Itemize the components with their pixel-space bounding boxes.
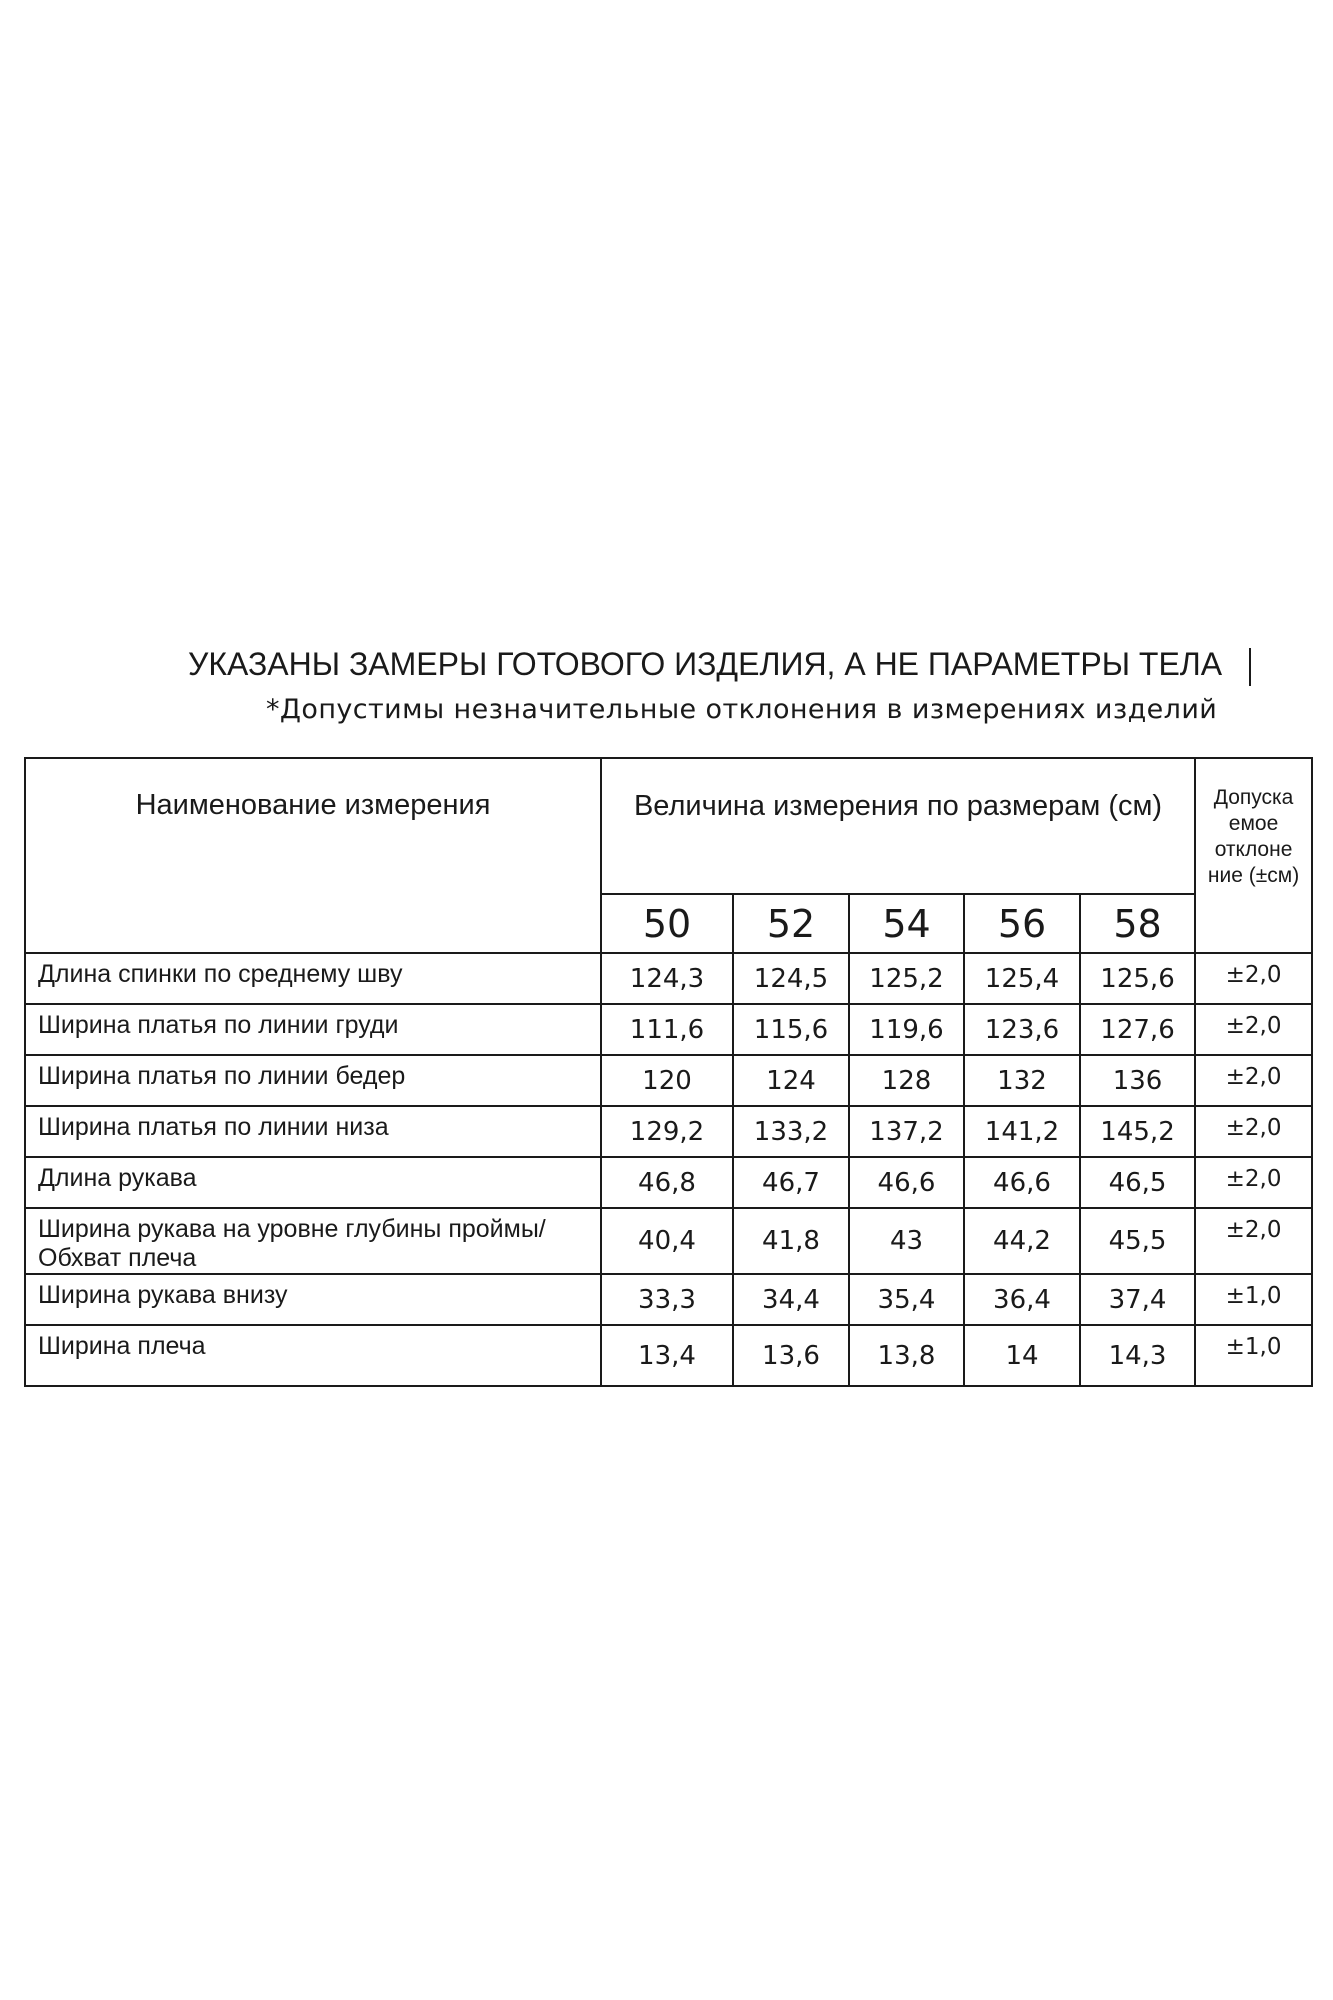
measurement-value-cell: 115,6 (733, 1004, 849, 1055)
measurement-value-cell: 129,2 (601, 1106, 733, 1157)
measurement-value-cell: 37,4 (1080, 1274, 1195, 1325)
measurement-value-cell: 14,3 (1080, 1325, 1195, 1386)
measurement-value-cell: 124,3 (601, 953, 733, 1004)
measurement-value-cell: 13,8 (849, 1325, 964, 1386)
measurement-value-cell: 125,6 (1080, 953, 1195, 1004)
tolerance-cell: ±2,0 (1195, 953, 1312, 1004)
measurement-value-cell: 36,4 (964, 1274, 1080, 1325)
tolerance-cell: ±2,0 (1195, 1055, 1312, 1106)
measurement-value-cell: 34,4 (733, 1274, 849, 1325)
measurement-value-cell: 136 (1080, 1055, 1195, 1106)
header-row (25, 758, 1312, 894)
table-row (25, 1274, 1312, 1325)
measurement-name-cell: Ширина платья по линии бедер (25, 1055, 601, 1106)
measurement-value-cell: 46,7 (733, 1157, 849, 1208)
measurement-value-cell: 137,2 (849, 1106, 964, 1157)
table-row (25, 1004, 1312, 1055)
measurement-value-cell: 46,8 (601, 1157, 733, 1208)
table-row (25, 1157, 1312, 1208)
measurement-value-cell: 125,4 (964, 953, 1080, 1004)
tolerance-cell: ±2,0 (1195, 1106, 1312, 1157)
table-row (25, 1208, 1312, 1274)
table-row (25, 1055, 1312, 1106)
measurement-value-cell: 141,2 (964, 1106, 1080, 1157)
measurement-value-cell: 124,5 (733, 953, 849, 1004)
tolerance-cell: ±2,0 (1195, 1208, 1312, 1274)
measurement-name-cell: Ширина рукава внизу (25, 1274, 601, 1325)
tolerance-cell: ±1,0 (1195, 1325, 1312, 1386)
tolerance-cell: ±2,0 (1195, 1004, 1312, 1055)
measurement-name-cell: Ширина платья по линии груди (25, 1004, 601, 1055)
page-subheading: *Допустимы незначительные отклонения в измерениях изделий (266, 694, 1218, 725)
tolerance-cell: ±2,0 (1195, 1157, 1312, 1208)
measurement-value-cell: 41,8 (733, 1208, 849, 1274)
measurement-name-cell: Длина рукава (25, 1157, 601, 1208)
measurement-value-cell: 46,5 (1080, 1157, 1195, 1208)
measurement-name-cell: Ширина платья по линии низа (25, 1106, 601, 1157)
page-heading: УКАЗАНЫ ЗАМЕРЫ ГОТОВОГО ИЗДЕЛИЯ, А НЕ ПАРАМЕТРЫ ТЕЛА (188, 646, 1223, 682)
table-row (25, 1106, 1312, 1157)
size-table-body (25, 758, 1312, 1386)
measurement-value-cell: 145,2 (1080, 1106, 1195, 1157)
size-header-cell: 50 (601, 894, 733, 953)
measurement-value-cell: 119,6 (849, 1004, 964, 1055)
measurement-value-cell: 120 (601, 1055, 733, 1106)
measurement-value-cell: 43 (849, 1208, 964, 1274)
text-cursor (1249, 648, 1251, 686)
measurement-value-cell: 123,6 (964, 1004, 1080, 1055)
table-row (25, 953, 1312, 1004)
measurement-value-cell: 33,3 (601, 1274, 733, 1325)
measurement-value-cell: 13,6 (733, 1325, 849, 1386)
measurement-value-cell: 35,4 (849, 1274, 964, 1325)
table-row (25, 1325, 1312, 1386)
measurement-value-cell: 127,6 (1080, 1004, 1195, 1055)
measurement-value-cell: 125,2 (849, 953, 964, 1004)
measurement-value-cell: 133,2 (733, 1106, 849, 1157)
size-header-cell: 54 (849, 894, 964, 953)
measurement-value-cell: 40,4 (601, 1208, 733, 1274)
size-header-cell: 58 (1080, 894, 1195, 953)
measurement-value-cell: 128 (849, 1055, 964, 1106)
measurement-value-cell: 45,5 (1080, 1208, 1195, 1274)
header-measurement-value: Величина измерения по размерам (см) (601, 758, 1195, 894)
measurement-name-cell: Ширина плеча (25, 1325, 601, 1386)
size-table (24, 757, 1313, 1387)
measurement-name-cell: Длина спинки по среднему шву (25, 953, 601, 1004)
measurement-value-cell: 46,6 (964, 1157, 1080, 1208)
header-measurement-name: Наименование измерения (25, 758, 601, 953)
measurement-value-cell: 14 (964, 1325, 1080, 1386)
measurement-value-cell: 46,6 (849, 1157, 964, 1208)
size-header-cell: 56 (964, 894, 1080, 953)
tolerance-cell: ±1,0 (1195, 1274, 1312, 1325)
measurement-value-cell: 44,2 (964, 1208, 1080, 1274)
header-tolerance: Допуска емое отклоне ние (±см) (1195, 758, 1312, 953)
measurement-value-cell: 13,4 (601, 1325, 733, 1386)
measurement-value-cell: 124 (733, 1055, 849, 1106)
measurement-value-cell: 132 (964, 1055, 1080, 1106)
measurement-name-cell: Ширина рукава на уровне глубины проймы/Обхват плеча (25, 1208, 601, 1274)
size-header-cell: 52 (733, 894, 849, 953)
measurement-value-cell: 111,6 (601, 1004, 733, 1055)
